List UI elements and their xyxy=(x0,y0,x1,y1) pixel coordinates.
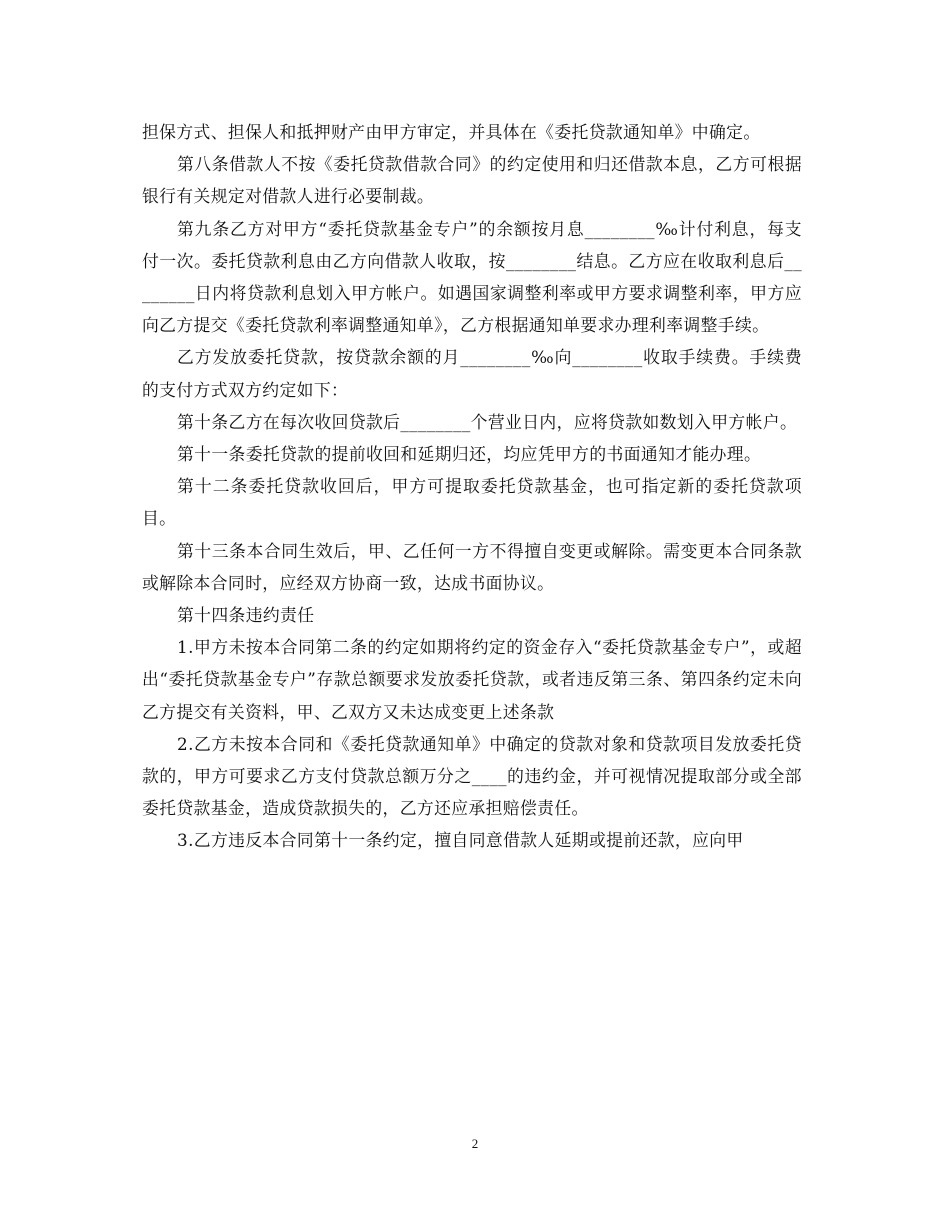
section-heading: 第十四条违约责任 xyxy=(177,605,315,626)
list-item: 3.乙方违反本合同第十一条约定，擅自同意借款人延期或提前还款，应向甲 xyxy=(177,830,744,851)
list-item: 2.乙方未按本合同和《委托贷款通知单》中确定的贷款对象和贷款项目发放委托贷款的，甲方可要求乙方支付贷款总额万分之____的违约金，并可视情况提取部分或全部委托贷款基金，造成贷款损失的，乙方还应承担赔偿责任。 xyxy=(142,733,802,819)
paragraph: 第十三条本合同生效后，甲、乙任何一方不得擅自变更或解除。需变更本合同条款或解除本合同时，应经双方协商一致，达成书面协议。 xyxy=(142,540,802,593)
paragraph: 第八条借款人不按《委托贷款借款合同》的约定使用和归还借款本息，乙方可根据银行有关规定对借款人进行必要制裁。 xyxy=(142,154,802,207)
paragraph: 第十一条委托贷款的提前收回和延期归还，均应凭甲方的书面通知才能办理。 xyxy=(177,444,762,465)
paragraph: 第十条乙方在每次收回贷款后________个营业日内，应将贷款如数划入甲方帐户。 xyxy=(177,411,798,432)
document-body xyxy=(142,116,802,857)
paragraph: 第十二条委托贷款收回后，甲方可提取委托贷款基金，也可指定新的委托贷款项目。 xyxy=(142,476,802,529)
paragraph: 乙方发放委托贷款，按贷款余额的月________‰向________收取手续费。手续费的支付方式双方约定如下： xyxy=(142,347,802,400)
paragraph: 担保方式、担保人和抵押财产由甲方审定，并具体在《委托贷款通知单》中确定。 xyxy=(142,122,761,142)
list-item: 1.甲方未按本合同第二条的约定如期将约定的资金存入“委托贷款基金专户”，或超出“委托贷款基金专户”存款总额要求发放委托贷款，或者违反第三条、第四条约定未向乙方提交有关资料，甲、乙双方又未达成变更上述条款 xyxy=(142,637,802,722)
paragraph: 第九条乙方对甲方“委托贷款基金专户”的余额按月息________‰计付利息，每支付一次。委托贷款利息由乙方向借款人收取，按________结息。乙方应在收取利息后________日内将贷款利息划入甲方帐户。如遇国家调整利率或甲方要求调整利率，甲方应向乙方提交《委托贷款利率调整通知单》，乙方根据通知单要求办理利率调整手续。 xyxy=(142,218,802,336)
page-number: 2 xyxy=(471,1136,479,1151)
